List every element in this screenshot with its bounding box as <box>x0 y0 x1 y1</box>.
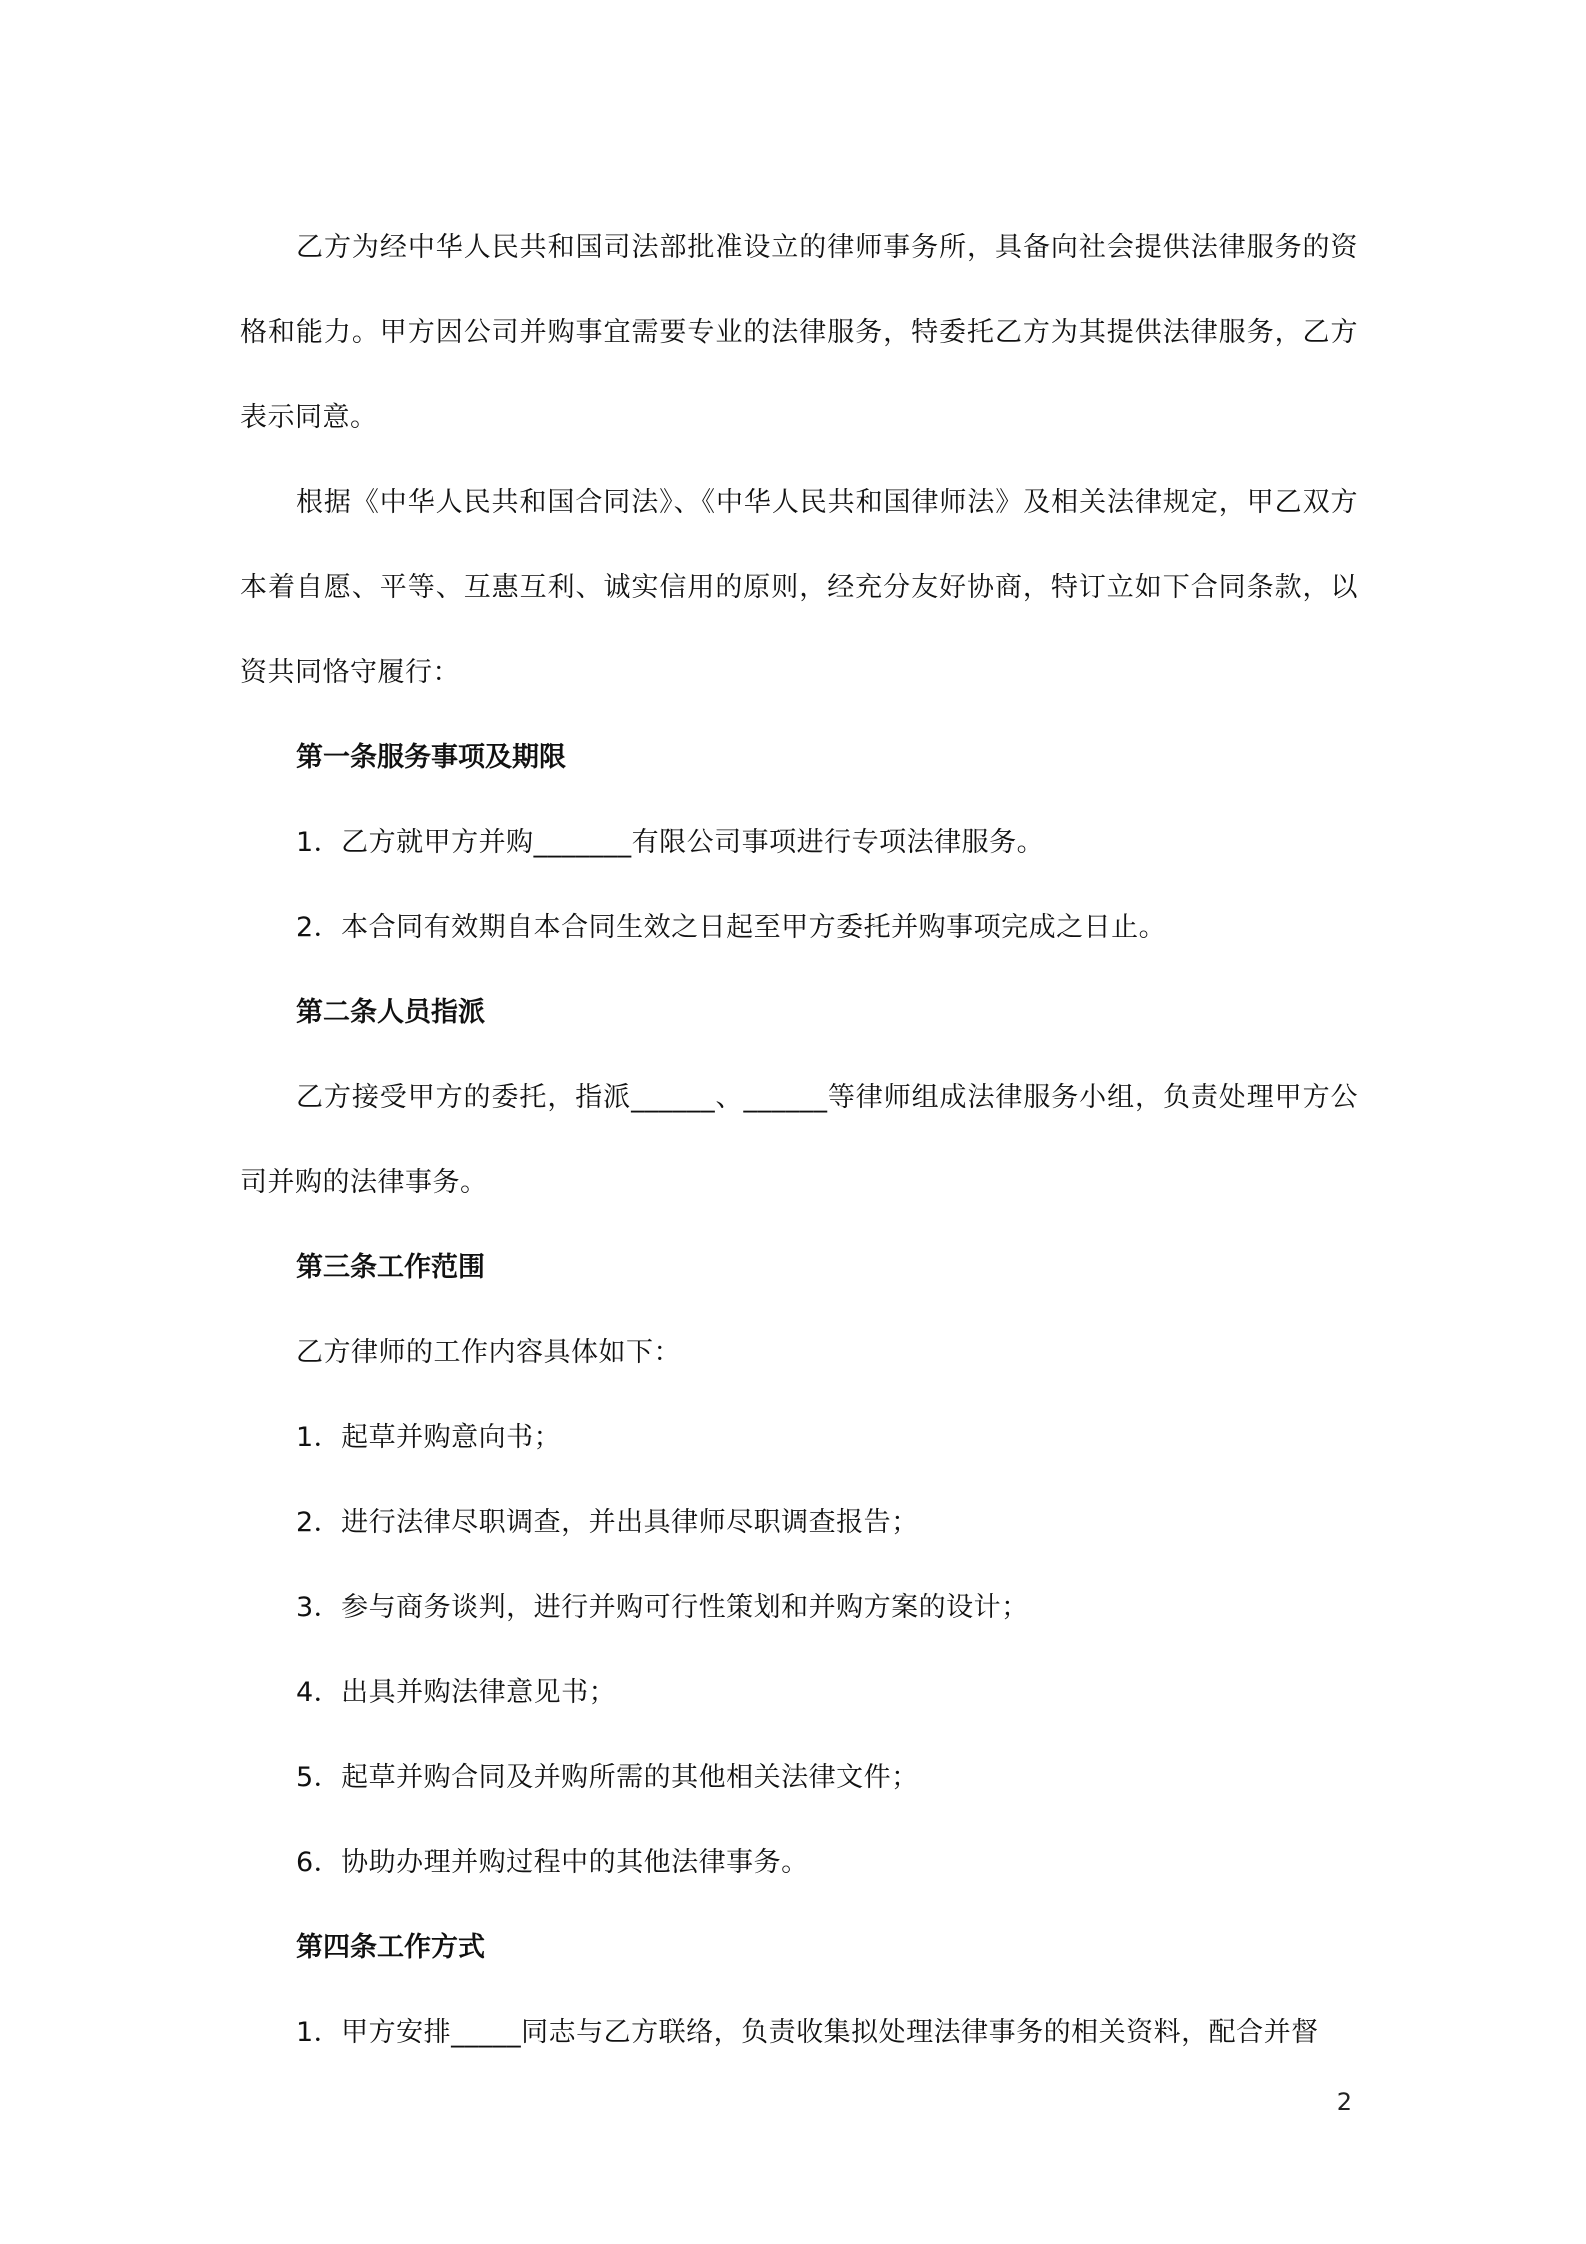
article-1-title: 第一条服务事项及期限 <box>296 742 566 773</box>
article-3-item-2: 2．进行法律尽职调查，并出具律师尽职调查报告； <box>296 1507 919 1538</box>
article-3-intro: 乙方律师的工作内容具体如下： <box>296 1337 681 1368</box>
paragraph-qualification: 乙方为经中华人民共和国司法部批准设立的律师事务所，具备向社会提供法律服务的资格和能力。甲方因公司并购事宜需要专业的法律服务，特委托乙方为其提供法律服务，乙方表示同意。 <box>240 232 1358 433</box>
document-body <box>240 205 1358 2075</box>
article-1-item-1: 1．乙方就甲方并购_______有限公司事项进行专项法律服务。 <box>296 827 1045 858</box>
article-1-item-2: 2．本合同有效期自本合同生效之日起至甲方委托并购事项完成之日止。 <box>296 912 1167 943</box>
article-3-item-1: 1．起草并购意向书； <box>296 1422 562 1453</box>
article-3-item-5: 5．起草并购合同及并购所需的其他相关法律文件； <box>296 1762 919 1793</box>
article-4-title: 第四条工作方式 <box>296 1932 485 1963</box>
article-3-item-6: 6．协助办理并购过程中的其他法律事务。 <box>296 1847 809 1878</box>
article-3-item-3: 3．参与商务谈判，进行并购可行性策划和并购方案的设计； <box>296 1592 1029 1623</box>
paragraph-legal-basis: 根据《中华人民共和国合同法》、《中华人民共和国律师法》及相关法律规定，甲乙双方本着自愿、平等、互惠互利、诚实信用的原则，经充分友好协商，特订立如下合同条款，以资共同恪守履行： <box>240 487 1358 688</box>
article-3-title: 第三条工作范围 <box>296 1252 485 1283</box>
article-2-title: 第二条人员指派 <box>296 997 485 1028</box>
article-3-item-4: 4．出具并购法律意见书； <box>296 1677 617 1708</box>
article-4-item-1: 1．甲方安排_____同志与乙方联络，负责收集拟处理法律事务的相关资料，配合并督 <box>296 2017 1319 2048</box>
article-2-text: 乙方接受甲方的委托，指派______、______等律师组成法律服务小组，负责处理甲方公司并购的法律事务。 <box>240 1082 1358 1198</box>
page-number: 2 <box>1336 2088 1352 2116</box>
